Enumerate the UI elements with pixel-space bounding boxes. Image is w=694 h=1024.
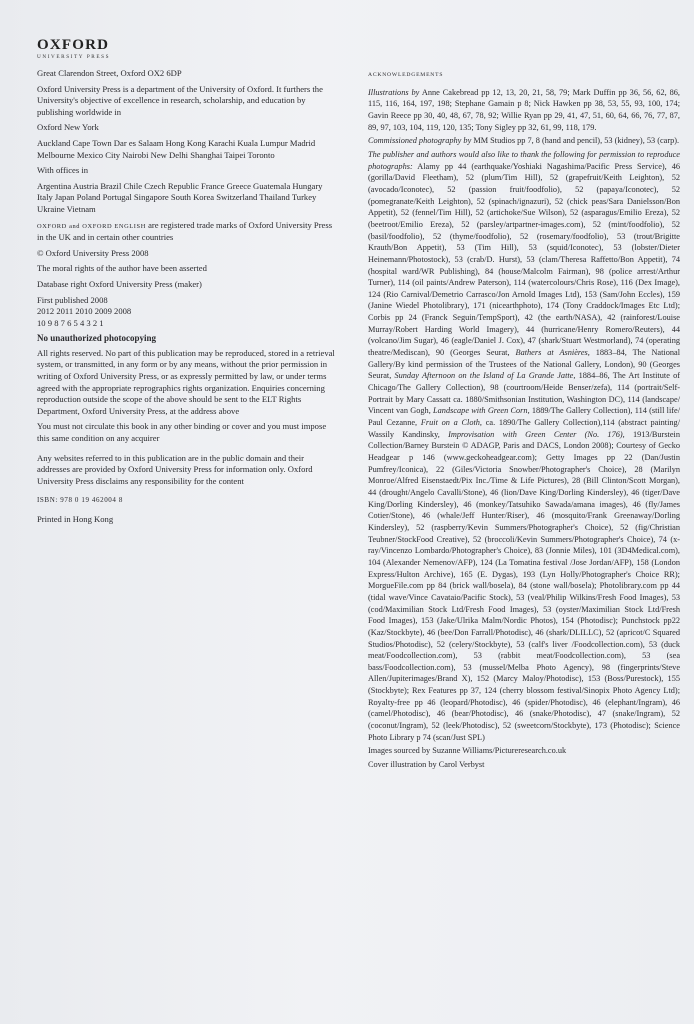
illustrations-credits	[368, 87, 680, 134]
trademark-names: OXFORD and OXFORD ENGLISH	[37, 222, 146, 230]
offices-label: With offices in	[37, 165, 89, 176]
moral-rights: The moral rights of the author have been asserted	[37, 263, 207, 274]
photo-permissions	[368, 149, 680, 743]
isbn: ISBN: 978 0 19 462004 8	[37, 496, 123, 505]
department-statement: Oxford University Press is a department of the University of Oxford. It furthers the University's objective of excellence in research, scholarship, and education by publishing worldwide in	[37, 83, 323, 117]
permissions-text-4: , 1889/The Gallery Collection), 114 (still life/ Paul Cezanne,	[368, 406, 680, 428]
illustrations-text: Anne Cakebread pp 12, 13, 20, 21, 58, 79; Mark Duffin pp 36, 56, 62, 86, 115, 116, 164, 197, 198; Stephane Gamain p 8; Nick Hawken pp 38, 53, 55, 93, 100, 174; Gavin Reece pp 30, 40, 48, 67, 78, 92; Willie Ryan pp 29, 41, 47, 51, 60, 64, 66, 76, 77, 87, 89, 97, 103, 104, 119, 120, 135; Tony Sigley pp 32, 61, 99, 118, 179.	[368, 87, 680, 132]
acknowledgements-column	[368, 70, 680, 773]
artwork-title-3: Landscape with Green Corn	[433, 406, 528, 416]
permissions-text-1: Alamy pp 44 (earthquake/Yoshiaki Nagashima/Pacific Press Service), 46 (gorilla/David Fleetham), 52 (plum/Tim Hill), 52 (grapefruit/Keith Leighton), 52 (avocado/Iconotec), 52 (passion fruit/foodfolio), 52 (papaya/Iconotec), 52 (pomegranate/Keith Leighton), 52 (spinach/ignazuri), 52 (chick peas/Sara Danielsson/Bon Appetit), 52 (fennel/Tim Hill), 52 (artichoke/Sue Wilson), 52 (asparagus/Emilio Ereza), 52 (beetroot/Emilio Ereza), 52 (parsley/artpartner-images.com), 52 (mint/foodfolio), 52 (basil/foodfolio), 52 (thyme/foodfolio), 52 (rosemary/foodfolio), 53 (trout/Brigitte Krauth/Bon Appetit), 53 (Tim Hill), 53 (squid/Iconotec), 53 (lobster/Dieter Heinemann/Photostock), 53 (crab/D. Hurst), 53 (clam/Theresa Raffetto/Bon Appetit), 74 (hospital ward/WR Publishing), 84 (house/Malcolm Fairman), 98 (police arrest/Arthur Turner), 114 (oil paints/Andrew Paterson), 114 (watercolours/Chris Rose), 116 (Dex Image), 124 (Rio Carnival/Demetrio Carrasco/Jon Arnold Images Ltd), 153 (Sam/John Eccles), 159 (Janine Wiedel Photolibrary), 171 (nicearthphoto), 174 (Tony Craddock/Images Etc Ltd); Corbis pp 24 (Franck Seguin/TempSport), 42 (the earth/NASA), 42 (rainforest/Louise Murray/Robert Harding World Imagery), 44 (hurricane/Henry Romero/Reuters), 44 (volcano/Jim Sugar), 46 (eagle/Daniel J. Cox), 47 (shark/Stuart Westmorland), 74 (operating theatre/Mediscan), 90 (Georges Seurat,	[368, 161, 680, 358]
oxford-logo-subtitle: UNIVERSITY PRESS	[37, 54, 111, 60]
photography-label: Commissioned photography by	[368, 136, 472, 146]
trademark-text: are registered trade marks of Oxford University Press in the UK and in certain other countries	[37, 219, 333, 243]
rights-statement: All rights reserved. No part of this publication may be reproduced, stored in a retrieval system, or transmitted, in any form or by any means, without the prior permission in writing of Oxford University Press, or as expressly permitted by law, or under terms agreed with the appropriate reprographics rights organization. Enquiries concerning reproduction outside the scope of the above should be sent to the ELT Rights Department, Oxford University Press, at the address above	[37, 347, 335, 416]
permissions-label: The publisher and authors would also like to thank the following for permission to reproduce photographs:	[368, 149, 680, 171]
first-published: First published 2008	[37, 294, 108, 305]
cover-illustration: Cover illustration by Carol Verbyst	[368, 760, 485, 770]
printed-in: Printed in Hong Kong	[37, 514, 114, 524]
artwork-title-1: Bathers at Asnières	[515, 348, 588, 358]
publisher-address: Great Clarendon Street, Oxford OX2 6DP	[37, 68, 182, 78]
artwork-title-5: Improvisation with Green Center (No. 176)	[448, 429, 623, 439]
imprint-column	[37, 38, 337, 530]
copyright-line: © Oxford University Press 2008	[37, 247, 149, 258]
binding-statement: You must not circulate this book in any other binding or cover and you must impose this same condition on any acquirer	[37, 421, 327, 444]
acknowledgements-title: ACKNOWLEDGEMENTS	[368, 72, 444, 78]
main-cities: Oxford New York	[37, 122, 99, 133]
database-right: Database right Oxford University Press (maker)	[37, 278, 202, 289]
photography-credits	[368, 135, 680, 147]
websites-disclaimer: Any websites referred to in this publication are in the public domain and their addresses are provided by Oxford University Press for information only. Oxford University Press disclaims any responsibility for the content	[37, 452, 313, 486]
artwork-title-2: Sunday Afternoon on the Island of La Grande Jatte	[394, 371, 574, 381]
images-sourced: Images sourced by Suzanne Williams/Pictureresearch.co.uk	[368, 746, 567, 756]
photocopy-heading: No unauthorized photocopying	[37, 333, 157, 344]
permissions-text-5: , ca. 1890/The Gallery Collection),114 (abstract painting/ Wassily Kandinsky,	[368, 418, 680, 439]
permissions-text-2: , 1883–84, The National Gallery/By kind permission of the Trustees of the National Gallery, London), 90 (Georges Seurat,	[368, 348, 681, 381]
illustrations-label: Illustrations by	[368, 87, 420, 97]
print-years: 2012 2011 2010 2009 2008	[37, 306, 132, 317]
artwork-title-4: Fruit on a Cloth	[420, 418, 480, 428]
permissions-text-3: , 1884–86, The Art Institute of Chicago/The Gallery Collection), 98 (courtroom/Heide Benser/zefa), 114 (portrait/Self-Portrait by Mary Cassatt ca. 1880/Smithsonian Institution, Washington DC), 114 (landscape/ Vincent van Gogh,	[368, 371, 680, 416]
trademark-notice	[37, 220, 337, 244]
print-run: 10 9 8 7 6 5 4 3 2 1	[37, 317, 104, 328]
offices-list: Argentina Austria Brazil Chile Czech Republic France Greece Guatemala Hungary Italy Japan Poland Portugal Singapore South Korea Switzerland Thailand Turkey Ukraine Vietnam	[37, 180, 323, 214]
permissions-text-6: , 1913/Burstein Collection/Barney Burstein © ADAGP, Paris and DACS, London 2008); Courtesy of Gecko Headgear p 146 (www.geckoheadgear.com); Getty Images pp 22 (Dan/Justin Pumfrey/Iconica), 22 (Giles/Victoria Snowber/Photographer's Choice), 28 (Marilyn Monroe/Alfred Eisenstaedt/Pix Inc./Time & Life Pictures), 28 (Bill Clinton/Scott Morgan), 44 (drought/Angelo Cavalli/Stone), 46 (lion/Dave King/Dorling Kindersley), 46 (tiger/Dave King/Dorling Kindersley), 46 (monkey/Tatsuhiko Sawada/amana images), 46 (fly/James Cotier/Stone), 46 (whale/Jeff Hunter/Riser), 46 (mosquito/Frank Greenaway/Dorling Kindersley), 52 (raspberry/Kevin Summers/Photographer's Choice), 52 (fig/Christian Teubner/StockFood Creative), 52 (broccoli/Kevin Summers/Photographer's Choice), 74 (x-ray/Vincenzo Lombardo/Photographer's Choice), 83 (Jonnie Miles), 101 (3D4Medical.com), 104 (Alexander Nemenov/AFP), 124 (La Tomatina festival /Jose Jordan/AFP), 158 (London Express/Hulton Archive), 165 (E. Dygas), 193 (Lyn Holly/Photographer's Choice RR); MorgueFile.com pp 84 (brick wall/bosela), 84 (stone wall/bosela); Photolibrary.com pp 44 (tidal wave/Vince Cavataio/Pacific Stock), 53 (veal/Philip Wilkins/Fresh Food Images), 53 (cod/Maximilian Stock Ltd/Fresh Food Images), 53 (oyster/Maximilian Stock Ltd/Fresh Food Images), 153 (Jake/Ulrika Malm/Nordic Photos), 154 (Photodisc); Punchstock pp22 (Kaz/Stockbyte), 46 (bee/Don Farrall/Photodisc), 46 (shark/DLILLC), 52 (apricot/C Squared Studios/Photodisc), 52 (celery/Stockbyte), 53 (calf's liver /Foodcollection.com), 53 (duck meat/Foodcollection.com), 53 (rabbit meat/Foodcollection.com), 53 (sea bass/Foodcollection.com), 53 (mussel/Melba Photo Agency), 98 (fingerprints/Steve Allen/Jupiterimages/Brand X), 152 (Marcy Maloy/Photodisc), 153 (Boss/Purestock), 155 (Stockbyte); Rex Features pp 37, 124 (cherry blossom festival/Sinopix Photo Agency Ltd); Royalty-free pp 46 (leopard/Photodisc), 46 (spider/Photodisc), 46 (elephant/Ingram), 46 (camel/Photodisc), 46 (bear/Photodisc), 46 (snake/Photodisc), 47 (snake/Ingram), 52 (coconut/Ingram), 52 (leek/Photodisc), 52 (sweetcorn/Stockbyte), 173 (Photodisc); Science Photo Library p 74 (scan/Just SPL)	[368, 429, 680, 742]
cities-list: Auckland Cape Town Dar es Salaam Hong Kong Karachi Kuala Lumpur Madrid Melbourne Mexico City Nairobi New Delhi Shanghai Taipei Toronto	[37, 137, 316, 160]
oxford-logo: OXFORD	[37, 37, 110, 53]
photography-text: MM Studios pp 7, 8 (hand and pencil), 53 (kidney), 53 (carp).	[471, 136, 680, 146]
